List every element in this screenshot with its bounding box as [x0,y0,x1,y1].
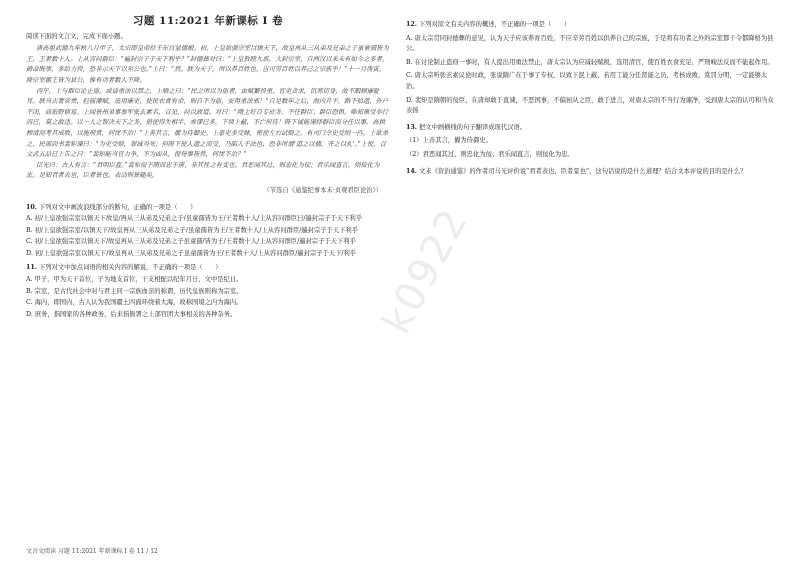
option-d: D. 庶务，指国家的各种政务，后来指衙署之上部官团大事相关的各种杂务。 [26,310,237,318]
passage-paragraph-2: 丙午，上与群臣论止盗。或请重法以禁之，上哂之曰：“民之所以为盗者，由赋繁役重，官吏贪求，饥寒切身，故不暇顾廉耻耳。朕当去奢省费，轻徭薄赋，选用廉吏，使民衣食有余，则自不为盗，安用重法邪！”自是数年之后，海内升平，路不拾遗，外户不闭，商旅野宿焉。上闻景州录事参军张玄素名，召见，问以政道。对曰：“隋主好自专庶务，不任群臣；群臣恐惧，唯知禀受奉行而已，莫之敢违。以一人之智决天下之务，借使得失相半，乖谬已多，下谀上蔽，不亡何待！陛下诚能谨择群臣而分任以事，高拱穆清而考其成败，以施刑赏，何忧不治！”上善其言，擢为侍御史。上患吏多受赇，密使左右试赂之。有司门令史受绢一匹，上欲杀之，民部尚书裴矩谏曰：“为吏受赂，罪诚当死；但陛下使人遗之而受，乃陷人于法也，恐非所谓‘道之以德，齐之以礼’。”上悦，召文武五品已上告之曰：“裴矩能当官力争，不为面从，傥每事皆然，何忧不治？” [26,87,389,159]
passage-source: （节选自《通鉴纪事本末·贞观君臣论治》） [263,186,382,194]
option-b: B. 在讨论制止盗窃一事时，有人提出用重法禁止，唐太宗认为应减轻赋税，选用清官，使百姓衣食充足，严刑峻法反而不能起作用。 [406,58,774,66]
option-a: A. 初/上皇欲强宗室以镇天下故皇/再从三从弟及兄弟之子/虽童孺皆为王/王者数十人/上从容问群臣曰/遍封宗子于天下利乎 [26,215,363,223]
left-column [26,14,390,321]
question-number: 10. [26,203,37,211]
question-text: 把文中画横线的句子翻译成现代汉语。 [418,123,527,131]
watermark: k0922 [373,200,478,342]
page-title: 习题 11:2021 年新课标 I 卷 [132,15,284,27]
question-text: 文末《资治通鉴》的作者司马光评价说“君者表也，臣者景也”，这句话说的是什么道理？结合文本评说的目的是什么？ [418,167,747,175]
passage-paragraph-3: 臣光曰：古人有言：“君明臣直。”裴矩佞于隋而忠于唐，非其性之有变也。君恶闻其过，则忠化为佞；君乐闻直言，则佞化为忠。是知君者表也，臣者景也，表动则景随矣。 [26,161,380,180]
question-14 [406,167,774,178]
classical-passage [26,44,390,182]
question-11 [26,263,390,320]
question-number: 11. [26,264,37,272]
translation-item-2: （2）君恶闻其过，则忠化为佞；君乐闻直言，则佞化为忠。 [406,150,574,158]
question-text: 下列对文中画波浪线部分的断句，正确的一项是（ ） [38,203,197,211]
question-12 [406,20,774,117]
option-c: C. 海内，即国内，古人认为我国疆土四面环绕着大海，故称国境之内为海内。 [26,299,243,307]
question-text: 下列对原文有关内容的概述，不正确的一项是（ ） [418,21,571,28]
question-stem [26,263,390,274]
option-d: D. 初/上皇欲强宗室以镇天下/故皇再从三从弟及兄弟之子虽童孺皆为王/王者数十人/上从容问群臣/遍封宗子于天下/利乎 [26,249,357,257]
page-footer: 文言文阅读 习题 11:2021 年新课标 I 卷 11 / 12 [26,548,158,555]
question-stem [26,203,390,214]
option-a: A. 甲子，甲为天干首位，子为地支首位，干支相配以纪年月日，文中是纪日。 [26,276,243,284]
option-b: B. 宗室，是古代社会中对与君主同一宗族血亲的称谓，历代皇族则称为宗室。 [26,287,243,295]
option-d: D. 裴矩是隋朝的佞臣，在唐却敢于直谏，不恶国事，不偏袒从之臣，敢于进言，对唐太宗的不当行为谏净，受到唐太宗的认可和当众表扬 [406,96,774,115]
option-b: B. 初/上皇欲强宗室/以镇天下/故皇再从三从弟及兄弟之子/虽童孺皆为王/王者数十人/上从容问群臣/遍封宗子于天下利乎 [26,226,359,234]
question-10 [26,203,390,260]
question-number: 13. [406,123,417,131]
translation-item-1: （1）上善其言，擢为侍御史。 [406,137,492,145]
question-stem [406,20,774,31]
passage-paragraph-1: 唐高祖武德九年秋八月甲子，太宗即皇帝位于东宫显德殿。初，上皇欲强宗室以镇天下，故皇再从三从弟及兄弟之子虽童孺皆为王，王者数十人。上从容问群臣：“遍封宗子于天下利乎？”封德彝对曰：“上皇敦睦九族，大封宗室，自两汉以来未有如今之多者。爵命既崇，多给力役，恐非示天下以至公也。”上曰：“然。朕为天子，所以养百姓也，岂可劳百姓以养己之宗族乎！”十一月庚寅，降宗室郡王皆为县公，惟有功者数人不降。 [26,45,389,84]
option-c: C. 初/上皇欲强宗室以镇天下/故皇再从三从弟及兄弟之子虽童孺/皆为王/王者数十人/上从容问群臣/遍封宗子于天下利乎 [26,238,356,246]
option-a: A. 唐太宗贯同封德彝的意见，认为天子应该养育百姓，不应辛劳百姓以供养自己的宗族，于是将有功者之外的宗室都干令都降格为县公。 [406,34,774,53]
question-stem [406,123,774,134]
question-13 [406,123,774,161]
question-number: 14. [406,167,417,175]
right-column [406,14,774,179]
question-stem [406,167,774,178]
option-c: C. 唐太宗听张玄素议论时政，张说隋广在于事了专权，以致下泯上蔽，若用工能分任贤能之员，考核成败，赏罚分明，一定能够太治。 [406,72,768,90]
question-number: 12. [406,21,417,28]
question-text: 下列对文中加点词语的相关内容的解说，不正确的一项是（ ） [38,264,222,272]
instructions: 阅读下面的文言文，完成下面小题。 [26,32,127,40]
